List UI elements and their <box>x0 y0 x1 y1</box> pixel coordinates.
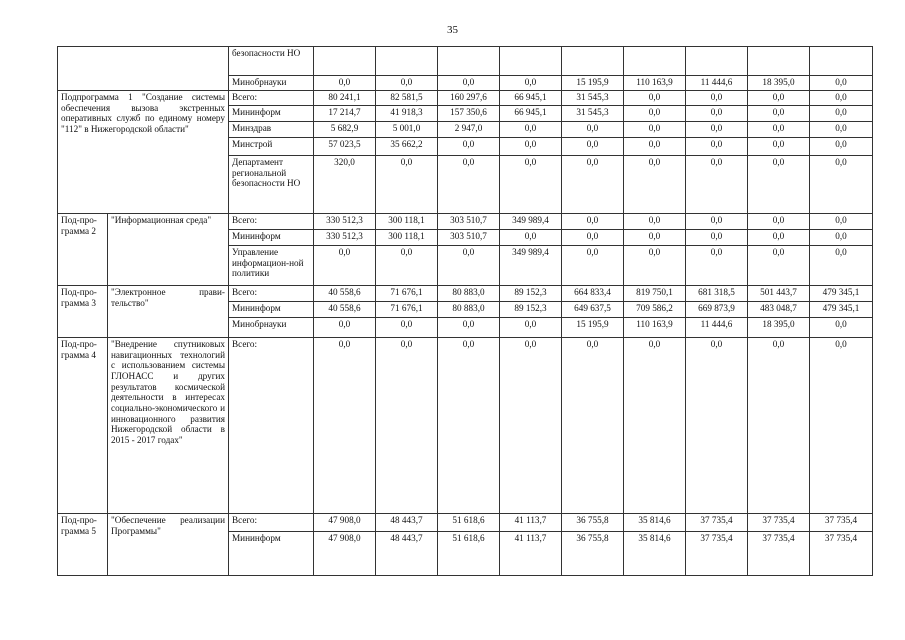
subprogram-2-title: "Информационная среда" <box>108 214 229 286</box>
value-cell: 0,0 <box>438 318 500 338</box>
table-row <box>58 286 873 302</box>
value-cell: 479 345,1 <box>810 302 873 318</box>
subprogram-5-number: Под-про-грамма 5 <box>58 514 108 576</box>
value-cell: 71 676,1 <box>376 302 438 318</box>
value-cell: 483 048,7 <box>748 302 810 318</box>
value-cell: 47 908,0 <box>314 514 376 532</box>
value-cell: 0,0 <box>376 318 438 338</box>
value-cell: 0,0 <box>748 106 810 122</box>
value-cell: 0,0 <box>500 122 562 138</box>
value-cell: 0,0 <box>438 76 500 91</box>
value-cell: 669 873,9 <box>686 302 748 318</box>
source-label: Департамент региональной безопасности НО <box>229 156 314 214</box>
value-cell: 0,0 <box>810 214 873 230</box>
value-cell: 71 676,1 <box>376 286 438 302</box>
table-row <box>58 214 873 230</box>
value-cell: 157 350,6 <box>438 106 500 122</box>
value-cell: 0,0 <box>500 230 562 246</box>
value-cell: 110 163,9 <box>624 76 686 91</box>
value-cell: 80 883,0 <box>438 286 500 302</box>
value-cell: 330 512,3 <box>314 214 376 230</box>
value-cell: 0,0 <box>748 214 810 230</box>
value-cell: 41 113,7 <box>500 514 562 532</box>
value-cell <box>810 47 873 76</box>
value-cell: 51 618,6 <box>438 532 500 576</box>
value-cell: 0,0 <box>686 156 748 214</box>
value-cell: 37 735,4 <box>810 514 873 532</box>
value-cell: 51 618,6 <box>438 514 500 532</box>
value-cell: 0,0 <box>562 138 624 156</box>
table-row <box>58 514 873 532</box>
value-cell: 664 833,4 <box>562 286 624 302</box>
value-cell: 0,0 <box>624 156 686 214</box>
value-cell: 37 735,4 <box>810 532 873 576</box>
value-cell: 0,0 <box>314 76 376 91</box>
value-cell <box>438 47 500 76</box>
table-row <box>58 47 873 76</box>
value-cell: 0,0 <box>500 138 562 156</box>
source-label: безопасности НО <box>229 47 314 76</box>
source-label: Всего: <box>229 214 314 230</box>
value-cell: 0,0 <box>624 338 686 514</box>
value-cell: 37 735,4 <box>748 532 810 576</box>
value-cell: 0,0 <box>748 91 810 106</box>
program-cell-empty <box>58 47 229 91</box>
value-cell: 0,0 <box>810 138 873 156</box>
value-cell: 0,0 <box>376 246 438 286</box>
value-cell: 0,0 <box>562 156 624 214</box>
value-cell: 110 163,9 <box>624 318 686 338</box>
value-cell: 0,0 <box>500 318 562 338</box>
value-cell: 11 444,6 <box>686 76 748 91</box>
value-cell: 0,0 <box>500 76 562 91</box>
source-label: Минобрнауки <box>229 318 314 338</box>
value-cell: 35 662,2 <box>376 138 438 156</box>
subprogram-5-title: "Обеспечение реализации Программы" <box>108 514 229 576</box>
value-cell: 66 945,1 <box>500 91 562 106</box>
value-cell: 66 945,1 <box>500 106 562 122</box>
value-cell: 37 735,4 <box>686 532 748 576</box>
value-cell: 0,0 <box>562 122 624 138</box>
value-cell: 11 444,6 <box>686 318 748 338</box>
value-cell: 0,0 <box>624 230 686 246</box>
value-cell: 0,0 <box>314 338 376 514</box>
subprogram-2-number: Под-про-грамма 2 <box>58 214 108 286</box>
value-cell: 0,0 <box>314 318 376 338</box>
value-cell <box>748 47 810 76</box>
value-cell: 0,0 <box>686 338 748 514</box>
value-cell: 709 586,2 <box>624 302 686 318</box>
value-cell: 479 345,1 <box>810 286 873 302</box>
value-cell <box>376 47 438 76</box>
value-cell: 15 195,9 <box>562 76 624 91</box>
value-cell: 0,0 <box>438 156 500 214</box>
value-cell: 0,0 <box>376 156 438 214</box>
value-cell: 18 395,0 <box>748 76 810 91</box>
value-cell: 0,0 <box>686 106 748 122</box>
value-cell: 0,0 <box>810 156 873 214</box>
value-cell: 0,0 <box>562 246 624 286</box>
value-cell: 0,0 <box>810 246 873 286</box>
value-cell: 41 918,3 <box>376 106 438 122</box>
value-cell: 5 682,9 <box>314 122 376 138</box>
value-cell: 57 023,5 <box>314 138 376 156</box>
value-cell: 0,0 <box>624 138 686 156</box>
table-row <box>58 338 873 514</box>
value-cell: 0,0 <box>500 156 562 214</box>
value-cell: 303 510,7 <box>438 230 500 246</box>
value-cell <box>500 47 562 76</box>
value-cell: 0,0 <box>810 76 873 91</box>
value-cell: 0,0 <box>686 214 748 230</box>
value-cell: 0,0 <box>810 91 873 106</box>
value-cell <box>314 47 376 76</box>
value-cell: 303 510,7 <box>438 214 500 230</box>
value-cell: 0,0 <box>686 138 748 156</box>
value-cell: 300 118,1 <box>376 230 438 246</box>
value-cell: 89 152,3 <box>500 302 562 318</box>
subprogram-4-title: "Внедрение спутниковых навигационных технологий с использованием системы ГЛОНАСС и других результатов космической деятельности в интересах социально-экономического и инновационного развития Нижегородской области в 2015 - 2017 годах" <box>108 338 229 514</box>
source-label: Мининформ <box>229 106 314 122</box>
value-cell: 501 443,7 <box>748 286 810 302</box>
value-cell: 0,0 <box>810 106 873 122</box>
value-cell: 37 735,4 <box>686 514 748 532</box>
value-cell: 0,0 <box>748 338 810 514</box>
value-cell: 40 558,6 <box>314 286 376 302</box>
value-cell: 48 443,7 <box>376 514 438 532</box>
value-cell: 681 318,5 <box>686 286 748 302</box>
source-label: Управление информацион-ной политики <box>229 246 314 286</box>
value-cell: 0,0 <box>686 246 748 286</box>
value-cell: 349 989,4 <box>500 246 562 286</box>
source-label: Всего: <box>229 514 314 532</box>
value-cell: 37 735,4 <box>748 514 810 532</box>
table-row <box>58 91 873 106</box>
value-cell: 35 814,6 <box>624 532 686 576</box>
page-number: 35 <box>447 24 458 36</box>
value-cell: 819 750,1 <box>624 286 686 302</box>
source-label: Мининформ <box>229 302 314 318</box>
value-cell: 0,0 <box>562 338 624 514</box>
value-cell: 41 113,7 <box>500 532 562 576</box>
value-cell: 31 545,3 <box>562 91 624 106</box>
value-cell: 15 195,9 <box>562 318 624 338</box>
value-cell: 40 558,6 <box>314 302 376 318</box>
value-cell: 0,0 <box>314 246 376 286</box>
value-cell: 18 395,0 <box>748 318 810 338</box>
value-cell: 0,0 <box>624 214 686 230</box>
value-cell <box>562 47 624 76</box>
value-cell: 330 512,3 <box>314 230 376 246</box>
source-label: Мининформ <box>229 230 314 246</box>
value-cell: 0,0 <box>624 122 686 138</box>
value-cell: 160 297,6 <box>438 91 500 106</box>
value-cell: 349 989,4 <box>500 214 562 230</box>
value-cell: 0,0 <box>748 246 810 286</box>
value-cell: 0,0 <box>686 122 748 138</box>
value-cell: 0,0 <box>624 106 686 122</box>
source-label: Минобрнауки <box>229 76 314 91</box>
budget-table <box>57 46 873 576</box>
source-label: Минздрав <box>229 122 314 138</box>
value-cell: 2 947,0 <box>438 122 500 138</box>
value-cell: 0,0 <box>748 156 810 214</box>
value-cell: 0,0 <box>438 138 500 156</box>
value-cell: 36 755,8 <box>562 514 624 532</box>
value-cell: 0,0 <box>562 214 624 230</box>
value-cell: 0,0 <box>810 338 873 514</box>
subprogram-1-title: Подпрограмма 1 "Создание системы обеспечения вызова экстренных оперативных служб по единому номеру "112" в Нижегородской области" <box>58 91 229 214</box>
value-cell: 47 908,0 <box>314 532 376 576</box>
value-cell: 82 581,5 <box>376 91 438 106</box>
value-cell: 320,0 <box>314 156 376 214</box>
value-cell: 35 814,6 <box>624 514 686 532</box>
source-label: Мининформ <box>229 532 314 576</box>
value-cell: 0,0 <box>810 230 873 246</box>
value-cell: 5 001,0 <box>376 122 438 138</box>
value-cell: 0,0 <box>438 338 500 514</box>
source-label: Всего: <box>229 338 314 514</box>
value-cell: 80 883,0 <box>438 302 500 318</box>
value-cell: 0,0 <box>686 91 748 106</box>
value-cell: 0,0 <box>748 230 810 246</box>
value-cell: 300 118,1 <box>376 214 438 230</box>
value-cell: 0,0 <box>500 338 562 514</box>
value-cell: 0,0 <box>624 246 686 286</box>
value-cell: 48 443,7 <box>376 532 438 576</box>
value-cell: 649 637,5 <box>562 302 624 318</box>
subprogram-3-title: "Электронное прави-тельство" <box>108 286 229 338</box>
value-cell: 36 755,8 <box>562 532 624 576</box>
value-cell: 0,0 <box>810 318 873 338</box>
value-cell: 0,0 <box>686 230 748 246</box>
value-cell: 0,0 <box>748 138 810 156</box>
subprogram-3-number: Под-про-грамма 3 <box>58 286 108 338</box>
value-cell: 80 241,1 <box>314 91 376 106</box>
value-cell: 31 545,3 <box>562 106 624 122</box>
source-label: Всего: <box>229 286 314 302</box>
value-cell: 17 214,7 <box>314 106 376 122</box>
source-label: Всего: <box>229 91 314 106</box>
value-cell: 0,0 <box>376 338 438 514</box>
subprogram-4-number: Под-про-грамма 4 <box>58 338 108 514</box>
value-cell: 0,0 <box>624 91 686 106</box>
value-cell: 0,0 <box>438 246 500 286</box>
source-label: Минстрой <box>229 138 314 156</box>
value-cell <box>686 47 748 76</box>
value-cell: 0,0 <box>376 76 438 91</box>
value-cell: 0,0 <box>748 122 810 138</box>
value-cell: 0,0 <box>810 122 873 138</box>
value-cell <box>624 47 686 76</box>
value-cell: 0,0 <box>562 230 624 246</box>
value-cell: 89 152,3 <box>500 286 562 302</box>
